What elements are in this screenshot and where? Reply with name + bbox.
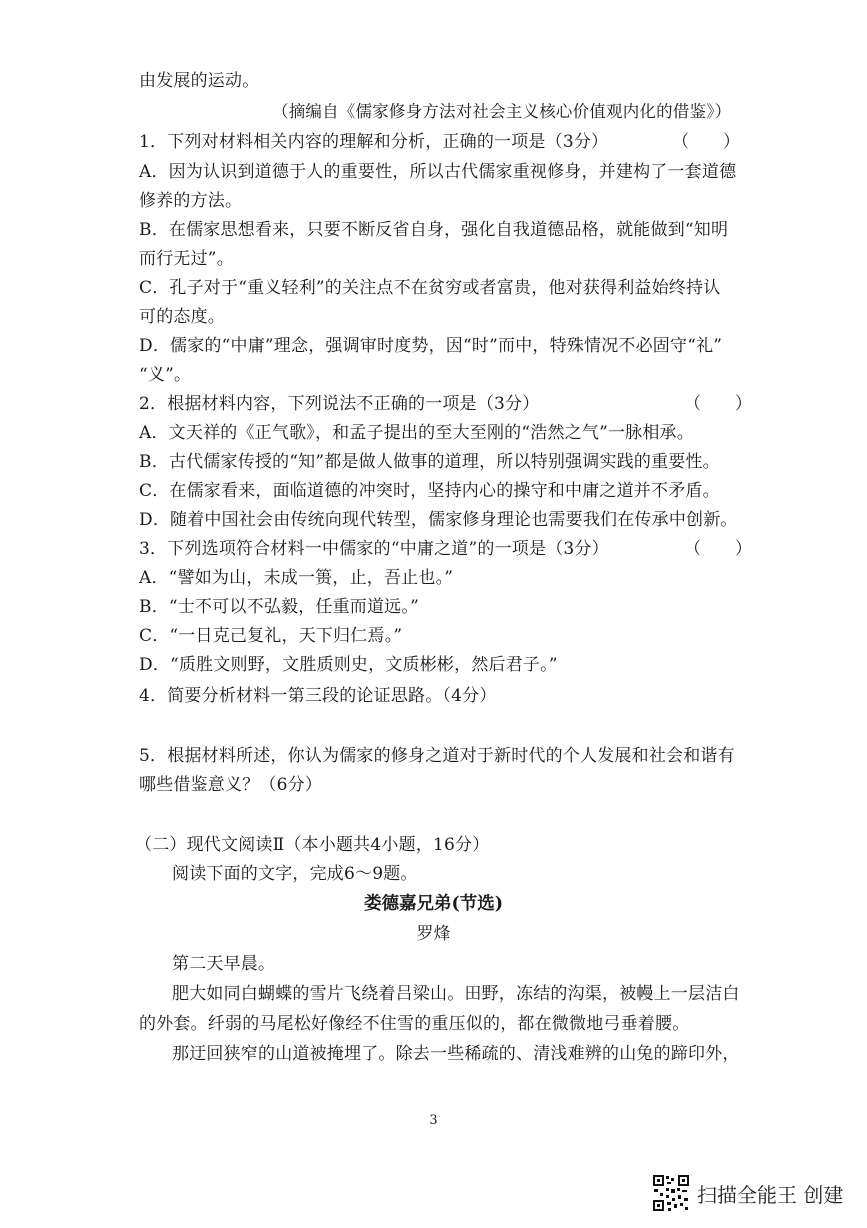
question-line: 哪些借鉴意义？（6分） bbox=[139, 775, 323, 795]
answer-blank-2: （ ） bbox=[684, 394, 752, 414]
answer-blank-3: （ ） bbox=[684, 539, 752, 559]
option-line: 修养的方法。 bbox=[139, 191, 243, 211]
option-line: D．儒家的“中庸”理念，强调审时度势，因“时”而中，特殊情况不必固守“礼” bbox=[139, 336, 723, 356]
option-line: C．孔子对于“重义轻利”的关注点不在贫穷或者富贵，他对获得利益始终持认 bbox=[139, 278, 721, 298]
paragraph-line: 第二天早晨。 bbox=[172, 954, 276, 974]
option-line: “义”。 bbox=[139, 365, 192, 385]
option-line: A．“譬如为山，未成一篑，止，吾止也。” bbox=[139, 568, 454, 588]
paragraph-line: 那迂回狭窄的山道被掩埋了。除去一些稀疏的、清浅难辨的山兔的蹄印外， bbox=[172, 1044, 740, 1064]
text-line: 由发展的运动。 bbox=[139, 71, 260, 91]
option-line: B．在儒家思想看来，只要不断反省自身，强化自我道德品格，就能做到“知明 bbox=[139, 220, 729, 240]
paragraph-line: 肥大如同白蝴蝶的雪片飞绕着吕梁山。田野，冻结的沟渠，被幔上一层洁白 bbox=[172, 984, 740, 1004]
option-line: C．在儒家看来，面临道德的冲突时，坚持内心的操守和中庸之道并不矛盾。 bbox=[139, 481, 720, 501]
question-2: 2．根据材料内容，下列说法不正确的一项是（3分） bbox=[139, 394, 540, 414]
paragraph-line: 的外套。纤弱的马尾松好像经不住雪的重压似的，都在微微地弓垂着腰。 bbox=[139, 1014, 690, 1034]
option-line: A．因为认识到道德于人的重要性，所以古代儒家重视修身，并建构了一套道德 bbox=[139, 162, 737, 182]
option-line: B．“士不可以不弘毅，任重而道远。” bbox=[139, 597, 419, 617]
option-line: A．文天祥的《正气歌》，和孟子提出的至大至刚的“浩然之气”一脉相承。 bbox=[139, 423, 694, 443]
question-5: 5．根据材料所述，你认为儒家的修身之道对于新时代的个人发展和社会和谐有 bbox=[139, 746, 735, 766]
option-line: D．随着中国社会由传统向现代转型，儒家修身理论也需要我们在传承中创新。 bbox=[139, 510, 738, 530]
section-heading: （二）现代文阅读Ⅱ（本小题共4小题，16分） bbox=[135, 835, 490, 855]
source-citation: （摘编自《儒家修身方法对社会主义核心价值观内化的借鉴》） bbox=[272, 102, 732, 121]
option-line: 而行无过”。 bbox=[139, 249, 234, 269]
question-4: 4．简要分析材料一第三段的论证思路。（4分） bbox=[139, 686, 497, 706]
option-line: C．“一日克己复礼，天下归仁焉。” bbox=[139, 626, 403, 646]
qr-code-icon bbox=[652, 1174, 690, 1212]
article-author: 罗烽 bbox=[416, 924, 451, 944]
option-line: 可的态度。 bbox=[139, 307, 225, 327]
article-title: 娄德嘉兄弟(节选) bbox=[363, 894, 504, 914]
page-number: 3 bbox=[429, 1113, 438, 1128]
answer-blank-1: （ ） bbox=[672, 132, 740, 152]
scanner-watermark: 扫描全能王 创建 bbox=[697, 1183, 844, 1207]
option-line: D．“质胜文则野，文胜质则史，文质彬彬，然后君子。” bbox=[139, 655, 558, 675]
instruction-line: 阅读下面的文字，完成6～9题。 bbox=[172, 864, 418, 884]
question-3: 3．下列选项符合材料一中儒家的“中庸之道”的一项是（3分） bbox=[139, 539, 609, 559]
option-line: B．古代儒家传授的“知”都是做人做事的道理，所以特别强调实践的重要性。 bbox=[139, 452, 720, 472]
question-1: 1．下列对材料相关内容的理解和分析，正确的一项是（3分） bbox=[139, 132, 609, 152]
